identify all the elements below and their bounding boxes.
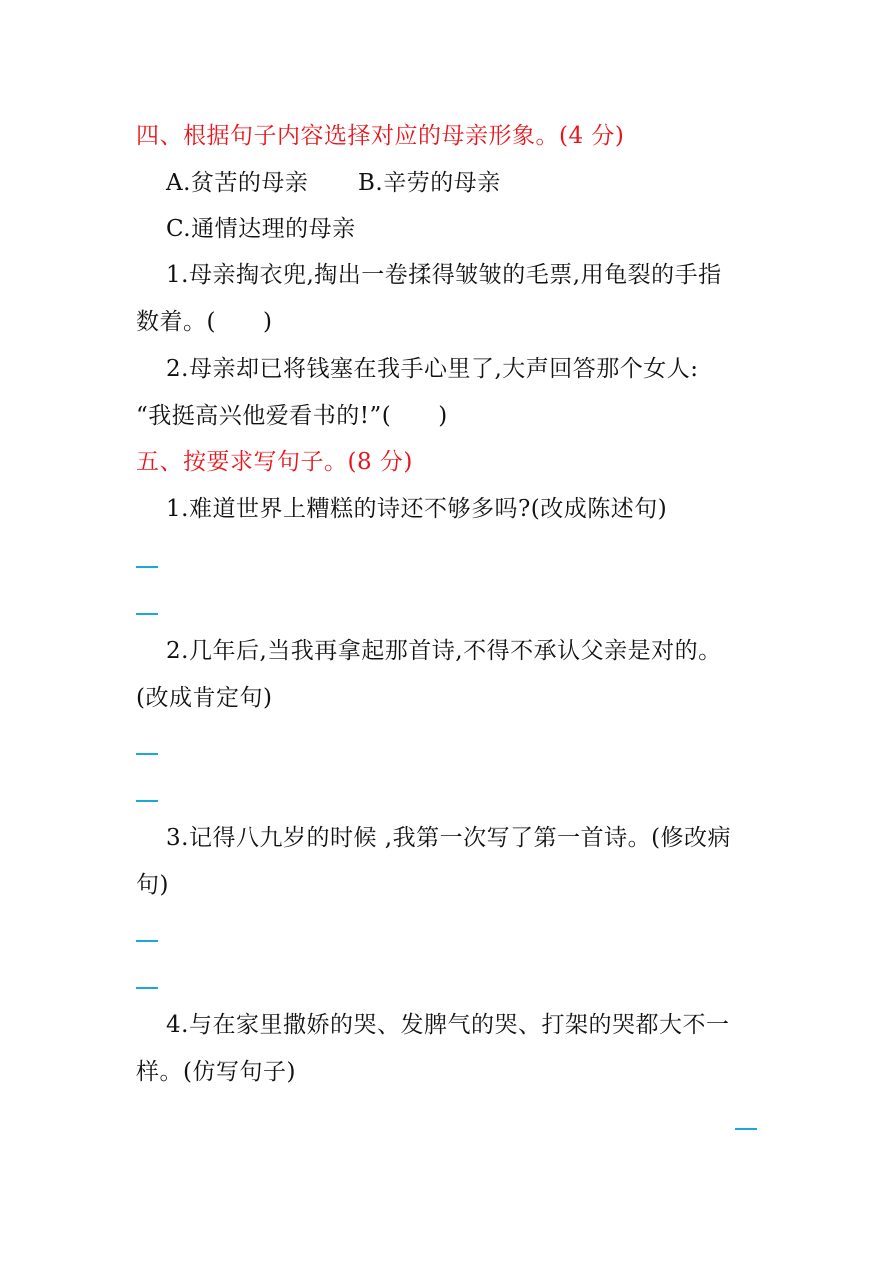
- rewrite-question-4-line-2: 样。(仿写句子): [136, 1059, 296, 1085]
- answer-line[interactable]: [136, 753, 158, 755]
- rewrite-question-3-line-1: 3.记得八九岁的时候 ,我第一次写了第一首诗。(修改病: [166, 825, 732, 851]
- answer-line[interactable]: [136, 940, 158, 942]
- answer-line[interactable]: [136, 987, 158, 989]
- rewrite-question-1: 1.难道世界上糟糕的诗还不够多吗?(改成陈述句): [166, 496, 668, 522]
- option-a: A.贫苦的母亲: [166, 170, 309, 196]
- option-b: B.辛劳的母亲: [358, 170, 501, 196]
- section-5-heading: 五、按要求写句子。(8 分): [136, 449, 413, 475]
- question-1-line-1: 1.母亲掏衣兜,掏出一卷揉得皱皱的毛票,用龟裂的手指: [166, 262, 722, 288]
- question-2-line-2: “我挺高兴他爱看书的!”( ): [136, 403, 448, 429]
- answer-line[interactable]: [136, 566, 158, 568]
- section-4-heading: 四、根据句子内容选择对应的母亲形象。(4 分): [136, 123, 625, 149]
- answer-line[interactable]: [136, 800, 158, 802]
- rewrite-question-2-line-1: 2.几年后,当我再拿起那首诗,不得不承认父亲是对的。: [166, 638, 722, 664]
- rewrite-question-3-line-2: 句): [136, 872, 169, 898]
- rewrite-question-4-line-1: 4.与在家里撒娇的哭、发脾气的哭、打架的哭都大不一: [166, 1012, 730, 1038]
- answer-line[interactable]: [735, 1128, 757, 1130]
- answer-line[interactable]: [136, 613, 158, 615]
- question-2-line-1: 2.母亲却已将钱塞在我手心里了,大声回答那个女人:: [166, 356, 699, 382]
- question-1-line-2: 数着。( ): [136, 309, 273, 335]
- option-c: C.通情达理的母亲: [166, 216, 356, 242]
- rewrite-question-2-line-2: (改成肯定句): [136, 685, 273, 711]
